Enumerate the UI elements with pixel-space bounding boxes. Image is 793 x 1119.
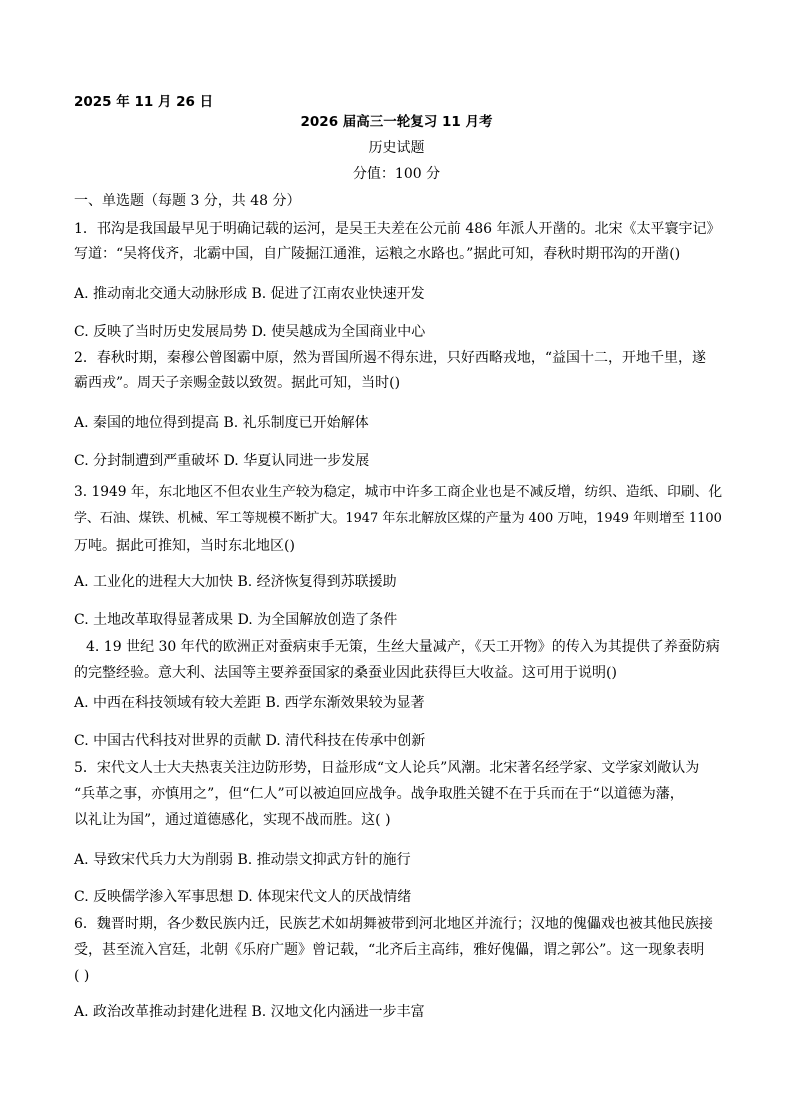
section-heading: 一、单选题（每题 3 分，共 48 分）	[74, 193, 301, 209]
total-score: 分值：100 分	[352, 166, 441, 182]
question-1-line-1: 1．邗沟是我国最早见于明确记载的运河，是吴王夫差在公元前 486 年派人开凿的。北宋《太平寰宇记》	[74, 221, 721, 237]
question-4-line-1: 4. 19 世纪 30 年代的欧洲正对蚕病束手无策，生丝大量减产，《天工开物》的传入为其提供了养蚕防病	[86, 639, 720, 655]
question-4-options-cd: C. 中国古代科技对世界的贡献 D. 清代科技在传承中创新	[74, 733, 426, 749]
question-5-line-1: 5．宋代文人士大夫热衷关注边防形势，日益形成“文人论兵”风潮。北宋著名经学家、文学家刘敞认为	[74, 760, 700, 776]
question-6-options-ab: A. 政治改革推动封建化进程 B. 汉地文化内涵进一步丰富	[74, 1004, 425, 1020]
question-5-options-cd: C. 反映儒学渗入军事思想 D. 体现宋代文人的厌战情绪	[74, 889, 412, 905]
question-4-options-ab: A. 中西在科技领域有较大差距 B. 西学东渐效果较为显著	[74, 695, 425, 711]
question-2-options-ab: A. 秦国的地位得到提高 B. 礼乐制度已开始解体	[74, 415, 369, 431]
question-1-line-2: 写道：“吴将伐齐，北霸中国，自广陵掘江通淮，运粮之水路也。”据此可知，春秋时期邗沟的开凿()	[74, 246, 681, 262]
subject-title: 历史试题	[368, 140, 425, 156]
question-4-line-2: 的完整经验。意大利、法国等主要养蚕国家的桑蚕业因此获得巨大收益。这可用于说明()	[74, 665, 617, 681]
question-5-line-2: “兵革之事，亦慎用之”，但“仁人”可以被迫回应战争。战争取胜关键不在于兵而在于“以道德为藩，	[74, 786, 684, 802]
question-6-line-2: 受，甚至流入宫廷，北朝《乐府广题》曾记载，“北齐后主高纬，雅好傀儡，谓之郭公”。这一现象表明	[74, 942, 705, 958]
question-5-line-3: 以礼让为国”，通过道德感化，实现不战而胜。这( )	[74, 812, 391, 828]
question-2-line-2: 霸西戎”。周天子亲赐金鼓以致贺。据此可知，当时()	[74, 375, 401, 391]
question-2-options-cd: C. 分封制遭到严重破坏 D. 华夏认同进一步发展	[74, 453, 370, 469]
question-5-options-ab: A. 导致宋代兵力大为削弱 B. 推动崇文抑武方针的施行	[74, 852, 411, 868]
question-6-line-1: 6．魏晋时期，各少数民族内迁，民族艺术如胡舞被带到河北地区并流行；汉地的傀儡戏也被其他民族接	[74, 916, 713, 932]
question-3-line-3: 万吨。据此可推知，当时东北地区()	[74, 538, 295, 554]
question-6-line-3: ( )	[74, 968, 90, 984]
question-3-options-ab: A. 工业化的进程大大加快 B. 经济恢复得到苏联援助	[74, 574, 397, 590]
exam-date: 2025 年 11 月 26 日	[74, 94, 214, 110]
question-3-options-cd: C. 土地改革取得显著成果 D. 为全国解放创造了条件	[74, 612, 398, 628]
question-3-line-2: 学、石油、煤铁、机械、军工等规模不断扩大。1947 年东北解放区煤的产量为 400 万吨，1949 年则增至 1100	[74, 511, 722, 526]
question-1-options-cd: C. 反映了当时历史发展局势 D. 使吴越成为全国商业中心	[74, 324, 426, 340]
exam-title: 2026 届高三一轮复习 11 月考	[300, 114, 493, 130]
question-3-line-1: 3. 1949 年，东北地区不但农业生产较为稳定，城市中许多工商企业也是不减反增，纺织、造纸、印刷、化	[74, 484, 723, 500]
question-2-line-1: 2．春秋时期，秦穆公曾图霸中原，然为晋国所遏不得东进，只好西略戎地，“益国十二，开地千里，遂	[74, 350, 707, 366]
question-1-options-ab: A. 推动南北交通大动脉形成 B. 促进了江南农业快速开发	[74, 286, 425, 302]
